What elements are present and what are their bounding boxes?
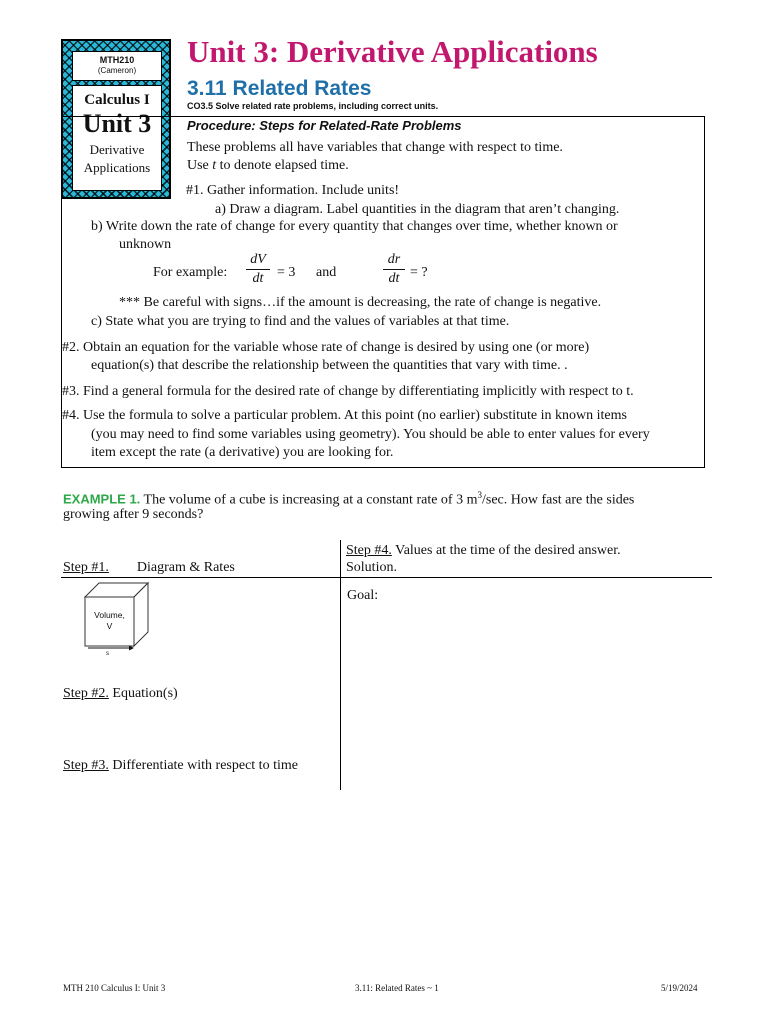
- example-label: For example:: [153, 265, 228, 280]
- procedure-step1b-line1: b) Write down the rate of change for every quantity that changes over time, whether known or: [91, 219, 618, 234]
- solution-label: Solution.: [346, 560, 397, 575]
- and-word: and: [316, 265, 337, 280]
- example-label-tag: EXAMPLE 1.: [63, 491, 141, 507]
- course-objective: CO3.5 Solve related rate problems, including correct units.: [187, 101, 439, 111]
- procedure-heading: Procedure: Steps for Related-Rate Problems: [187, 118, 462, 133]
- procedure-step1a: a) Draw a diagram. Label quantities in the diagram that aren’t changing.: [215, 202, 620, 217]
- procedure-step3: #3. Find a general formula for the desired rate of change by differentiating implicitly with respect to t.: [62, 384, 634, 399]
- fraction-dr-dt: [383, 252, 405, 287]
- fraction-dv-dt-numerator: dV: [250, 252, 266, 267]
- procedure-step4-line2: (you may need to find some variables using geometry). You should be able to enter values for every: [91, 427, 650, 442]
- procedure-step4-line3: item except the rate (a derivative) you are looking for.: [91, 445, 394, 460]
- footer-date: 5/19/2024: [661, 983, 698, 993]
- badge-topic-line2: Applications: [83, 160, 151, 175]
- badge-course-code: MTH210: [99, 55, 135, 65]
- goal-label: Goal:: [347, 588, 379, 603]
- badge-course-code-box: [72, 51, 162, 81]
- fraction-dv-dt-denominator: dt: [252, 271, 264, 286]
- footer-course: MTH 210 Calculus I: Unit 3: [63, 983, 166, 993]
- sign-warning: *** Be careful with signs…if the amount is decreasing, the rate of change is negative.: [119, 295, 602, 310]
- page-title: Unit 3: Derivative Applications: [187, 34, 598, 69]
- cube-diagram: [84, 582, 154, 656]
- cube-volume-label: Volume,: [94, 610, 125, 620]
- procedure-step1b-line2: unknown: [119, 237, 172, 252]
- procedure-step1c: c) State what you are trying to find and the values of variables at that time.: [91, 314, 510, 329]
- fraction-dr-dt-denominator: dt: [388, 271, 400, 286]
- step3-heading: Step #3. Differentiate with respect to time: [63, 758, 298, 773]
- worksheet-divider-horizontal: [61, 577, 712, 578]
- badge-unit: Unit 3: [82, 109, 152, 138]
- example-problem-line1: EXAMPLE 1. The volume of a cube is increasing at a constant rate of 3 $m^3/\sec$. How fast are the sides: [63, 490, 635, 508]
- footer-section: 3.11: Related Rates ~ 1: [355, 983, 439, 993]
- fraction-dv-dt: [246, 252, 270, 287]
- step4-heading: Step #4. Values at the time of the desired answer.: [346, 543, 621, 558]
- fraction-dr-dt-numerator: dr: [387, 252, 401, 267]
- procedure-step1: #1. Gather information. Include units!: [186, 183, 400, 198]
- fraction-dv-dt-value: = 3: [277, 265, 296, 280]
- badge-instructor: (Cameron): [97, 66, 137, 75]
- cube-side-label: s: [106, 651, 109, 656]
- procedure-intro-line1: These problems all have variables that change with respect to time.: [187, 140, 563, 155]
- badge-topic-line1: Derivative: [89, 142, 145, 157]
- procedure-intro-line2: Use t to denote elapsed time.: [187, 158, 349, 173]
- step2-heading: Step #2. Equation(s): [63, 686, 178, 701]
- step1-heading: Step #1. Diagram & Rates: [63, 560, 235, 575]
- example-problem-line2: growing after 9 seconds?: [63, 507, 204, 522]
- section-subtitle: 3.11 Related Rates: [187, 77, 372, 100]
- worksheet-divider-vertical: [340, 540, 341, 790]
- cube-volume-var: V: [106, 621, 113, 631]
- badge-course-name: Calculus I: [84, 92, 150, 108]
- procedure-step2-line2: equation(s) that describe the relationship between the quantities that vary with time. .: [91, 358, 568, 373]
- procedure-step4-line1: #4. Use the formula to solve a particular problem. At this point (no earlier) substitute in known items: [62, 408, 627, 423]
- fraction-dr-dt-value: = ?: [410, 265, 428, 280]
- procedure-step2-line1: #2. Obtain an equation for the variable whose rate of change is desired by using one (or more): [62, 340, 590, 355]
